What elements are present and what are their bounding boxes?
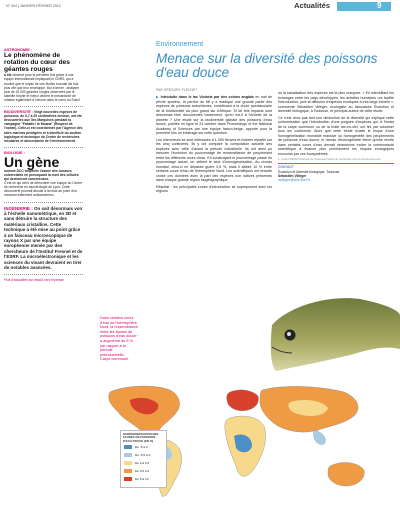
article-lead: Introduite dans le lac Victoria par des colons anglais xyxy=(160,95,254,99)
ingenierie-kicker: INGÉNIERIE : xyxy=(4,205,33,211)
legend-label: De 0,5 à 5 xyxy=(135,469,150,473)
figure-caption xyxy=(100,316,138,362)
footnote: 1. Unité CNRS/Université de Toulouse/Institut de recherche pour le développement xyxy=(278,157,381,161)
divider xyxy=(4,274,83,275)
astronomie-lead: a été xyxy=(4,73,12,78)
article-title: Menace sur la diversité des poissons d'eau douce xyxy=(156,51,378,80)
contact-label: CONTACT xyxy=(278,165,294,170)
legend-title: HOMOGÉNÉISATION DES FAUNES DE POISSONS D'EAU DOUCE (EN %) xyxy=(123,432,159,443)
contact-email[interactable]: svilleger@univ-tlse3.fr xyxy=(278,178,311,183)
astronomie-body: observé pour la première fois grâce à une équipe internationale impliquant le CNRS, qui a montré que le noyau de ces étoiles tournait dix fois plus vite que leur enveloppe. But à terme : analyser plus de 15 000 géantes rouges observées par le satellite Kepler et mieux décrire le mécanisme de rotation également à l'œuvre dans le cœur du Soleil. xyxy=(4,73,81,102)
divider xyxy=(4,202,83,203)
article-paragraph: où la banalisation des espèces est la plus marquée. « En intensifiant les échanges entre les pays développés, les activités humaines ont facilité l'introduction, puis la diffusion d'espèces exotiques à très large échelle », commente Sébastien Villéger, écologiste au laboratoire Évolution et diversité biologique, à Toulouse, et principal auteur de cette étude. xyxy=(278,91,394,113)
biologie-headline: Un gène xyxy=(4,153,60,170)
legend-swatch xyxy=(124,477,132,481)
legend-swatch xyxy=(124,445,132,449)
divider xyxy=(4,106,83,107)
bio-body: Vingt nouvelles espèces de poissons, de 0,7 à 25 centimètres environ, ont été découvertes aux îles Marquises pendant la campagne "Pakaihi i te Moana" (Respect de l'océan). Celle-ci est coordonnée par l'Agence des aires marines protégées et a bénéficié du soutien logistique et technique du Centre de recherches insulaires et observatoire de l'environnement. xyxy=(4,110,83,143)
biologie-lead: nommé DCC empêche l'axone des tumeurs colorectales en provoquant la mort des cellules qui deviennent cancéreuses. xyxy=(4,168,79,182)
legend-swatch xyxy=(124,469,132,473)
europe xyxy=(227,390,259,411)
legend-item xyxy=(124,468,164,474)
section-bar xyxy=(337,2,391,11)
contact-body: Évolution et diversité biologique, Toulouse xyxy=(278,169,340,174)
ingenierie-body: On sait désormais voir à l'échelle nanométrique, en 3D et sans détruire la structure des matériaux cristallins. Cette technique a été mise au point grâce à un faisceau microscopique de rayons X par une équipe européenne menée par des chercheurs de l'Institut Fresnel et de l'ESRF. La microélectronique et les sciences du vivant devraient en tirer de notables avancées. xyxy=(4,205,83,270)
article-byline: PAR GRÉGORY FLÉCHET xyxy=(156,88,198,92)
article-rubric: Environnement xyxy=(156,41,204,48)
legend-item xyxy=(124,460,164,466)
play-triangle-icon: ▶ xyxy=(156,95,160,99)
legend-item xyxy=(124,476,164,482)
caption-credit: Carpe commune. xyxy=(100,357,130,362)
legend-swatch xyxy=(124,453,132,457)
astronomie-kicker: ASTRONOMIE : xyxy=(4,48,33,52)
legend-label: De -0,5 à 0 xyxy=(135,453,151,457)
article-paragraph: en mal de pêche sportive, la perche du Nil y a éradiqué une grande partie des espèces de poissons autochtones, contribuant à la chute spectaculaire de la biodiversité du plus grand lac d'Afrique. Si de tels impacts sont désormais bien documentés localement, qu'en est-il à l'échelle de la planète ? Une étude sur la biodiversité globale des poissons d'eau douce, publiée en ligne le 24 octobre dans Proceedings of the National Academy of Sciences par une équipe franco-belge, apporte pour la première fois un éclairage sur cette question. xyxy=(156,95,273,135)
more-news-link[interactable]: Plus d'actualités sur www2.cnrs.fr/presse xyxy=(4,278,64,283)
article-column-1 xyxy=(156,95,272,196)
page-header xyxy=(0,0,400,13)
biologie-body: C'est ce qui vient de démontrer une équipe du Centre de recherche en cancérologie de Lyon. Cette découverte pourrait aboutir à la mise au point d'un nouveau traitement anticancéreux. xyxy=(4,181,83,198)
bio-kicker: BIODIVERSITÉ : xyxy=(4,110,34,115)
article-column-2 xyxy=(278,91,394,182)
article-paragraph: Ce n'est donc pas tant une diminution de la diversité qui explique cette uniformisation que l'introduction d'une poignée d'espèces qui, à l'instar de la carpe commune ou de la truite arc-en-ciel, ont fini par coloniser tous les continents. Alors que cette étude écarte le risque d'une homogénéisation mondiale massive ou homogénéité des peuplements de poissons d'eau douce, le niveau d'homogénéité élevé qu'elle révèle dans certains cours d'eau devrait néanmoins inciter la communauté scientifique à évaluer plus précisément les risques écologiques encourus par ces écosystèmes. xyxy=(278,115,394,156)
legend-label: De -5 à 0 xyxy=(135,445,148,449)
issue-label: N° 344 | JANVIER-FÉVRIER 2012 xyxy=(6,4,61,8)
article-paragraph: Résultat : les principales zones d'introduction se superposent avec les régions xyxy=(156,184,272,193)
contact-box xyxy=(278,163,394,182)
page-number: 9 xyxy=(377,1,382,10)
news-sidebar xyxy=(4,48,83,283)
astronomie-headline: Le phénomène de rotation du cœur des géantes rouges xyxy=(4,52,70,74)
divider xyxy=(4,147,83,148)
article-paragraph: Les chercheurs se sont intéressés à 1 000 fleuves et rivières répartis sur les cinq continents. Ils y ont comparé la composition actuelle des espèces avec celle d'avant la période industrielle. Ils ont ainsi pu mesurer l'évolution du pourcentage de ressemblance de peuplement entre les différents cours d'eau. En soustrayant le pourcentage passé du pourcentage actuel, on obtient le taux d'homogénéisation. Au niveau mondial, celui-ci ne dépasse guère 0,5 %, mais il atteint 10 % entre certains cours d'eau de l'hémisphère Nord. Les scientifiques ont ensuite croisé ces données avec la part des espèces non natives présentes dans chaque grande région biogéographique. xyxy=(156,137,272,182)
caption-text: Dans certains cours d'eau de l'hémisphère Nord, la ressemblance entre les faunes de poissons d'eau douce a augmenté de 5 % par rapport à la période préindustrielle. xyxy=(100,316,138,357)
legend-swatch xyxy=(124,461,132,465)
contact-name: Sébastien Villéger xyxy=(278,174,307,178)
legend-item xyxy=(124,452,164,458)
legend-label: De 0 à 0,5 xyxy=(135,461,150,465)
eel-photo xyxy=(270,285,400,375)
section-title: Actualités xyxy=(294,1,330,10)
legend-label: De 5 à 10 xyxy=(135,477,149,481)
map-legend xyxy=(120,430,167,488)
biologie-kicker: BIOLOGIE : xyxy=(4,150,25,155)
legend-item xyxy=(124,444,164,450)
